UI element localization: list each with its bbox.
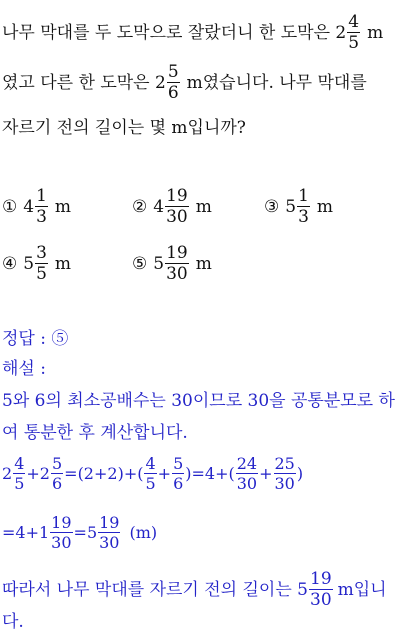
explanation-line-2: 여 통분한 후 계산합니다. (2, 423, 188, 443)
option-1[interactable]: ① 4 $\frac{1}{3}$ m (2, 186, 72, 227)
question-line-1 (2, 14, 383, 52)
answer-line (2, 329, 68, 349)
question-line-2 (2, 64, 367, 102)
explanation-label-line (2, 359, 46, 379)
option-1-fraction: $\frac{1}{3}$ (36, 186, 47, 227)
equation-1: 2 $\frac{4}{5}$ + 2 $\frac{5}{6}$ =(2+2)+( $\frac{4}{5}$ + $\frac{5}{6}$ )=4+( $\frac{24}{30}$ + $\frac{25}{30}$ ) (2, 454, 304, 493)
question-text-1: 나무 막대를 두 도막으로 잘랐더니 한 도막은 2 (2, 23, 347, 43)
explanation-label: 해설 : (2, 359, 46, 379)
equation-2: =4+1 $\frac{19}{30}$ =5 $\frac{19}{30}$ (m) (2, 513, 158, 552)
option-4[interactable]: ④ 5 $\frac{3}{5}$ m (2, 243, 72, 284)
question-text-3: 자르기 전의 길이는 몇 m입니까? (2, 118, 246, 138)
fraction-five-sixths: $\frac{5}{6}$ (167, 62, 179, 103)
option-4-mark: ④ (2, 254, 18, 274)
option-2-fraction: $\frac{19}{30}$ (166, 186, 188, 227)
fraction-four-fifths: $\frac{4}{5}$ (348, 12, 360, 53)
question-text-2a: 였고 다른 한 도막은 2 (2, 73, 166, 93)
question-line-3 (2, 118, 246, 138)
option-5-mark: ⑤ (132, 254, 148, 274)
unit-m: m (367, 23, 384, 43)
option-5-fraction: $\frac{19}{30}$ (166, 243, 188, 284)
question-text-2b: m였습니다. 나무 막대를 (186, 73, 367, 93)
option-3-mark: ③ (264, 197, 280, 217)
option-3-fraction: $\frac{1}{3}$ (298, 186, 309, 227)
option-5[interactable]: ⑤ 5 $\frac{19}{30}$ m (132, 243, 212, 284)
explanation-line-4: 다. (2, 612, 24, 632)
answer-label: 정답 : ⑤ (2, 329, 69, 349)
option-1-mark: ① (2, 197, 18, 217)
option-4-fraction: $\frac{3}{5}$ (36, 243, 47, 284)
option-2[interactable]: ② 4 $\frac{19}{30}$ m (132, 186, 212, 227)
option-2-mark: ② (132, 197, 148, 217)
explanation-line-3: 따라서 나무 막대를 자르기 전의 길이는 5 $\frac{19}{30}$ m입니 (2, 569, 387, 610)
fraction-nineteen-thirtieths: $\frac{19}{30}$ (310, 569, 332, 610)
option-3[interactable]: ③ 5 $\frac{1}{3}$ m (264, 186, 334, 227)
explanation-line-1: 5와 6의 최소공배수는 30이므로 30을 공통분모로 하 (2, 391, 395, 411)
